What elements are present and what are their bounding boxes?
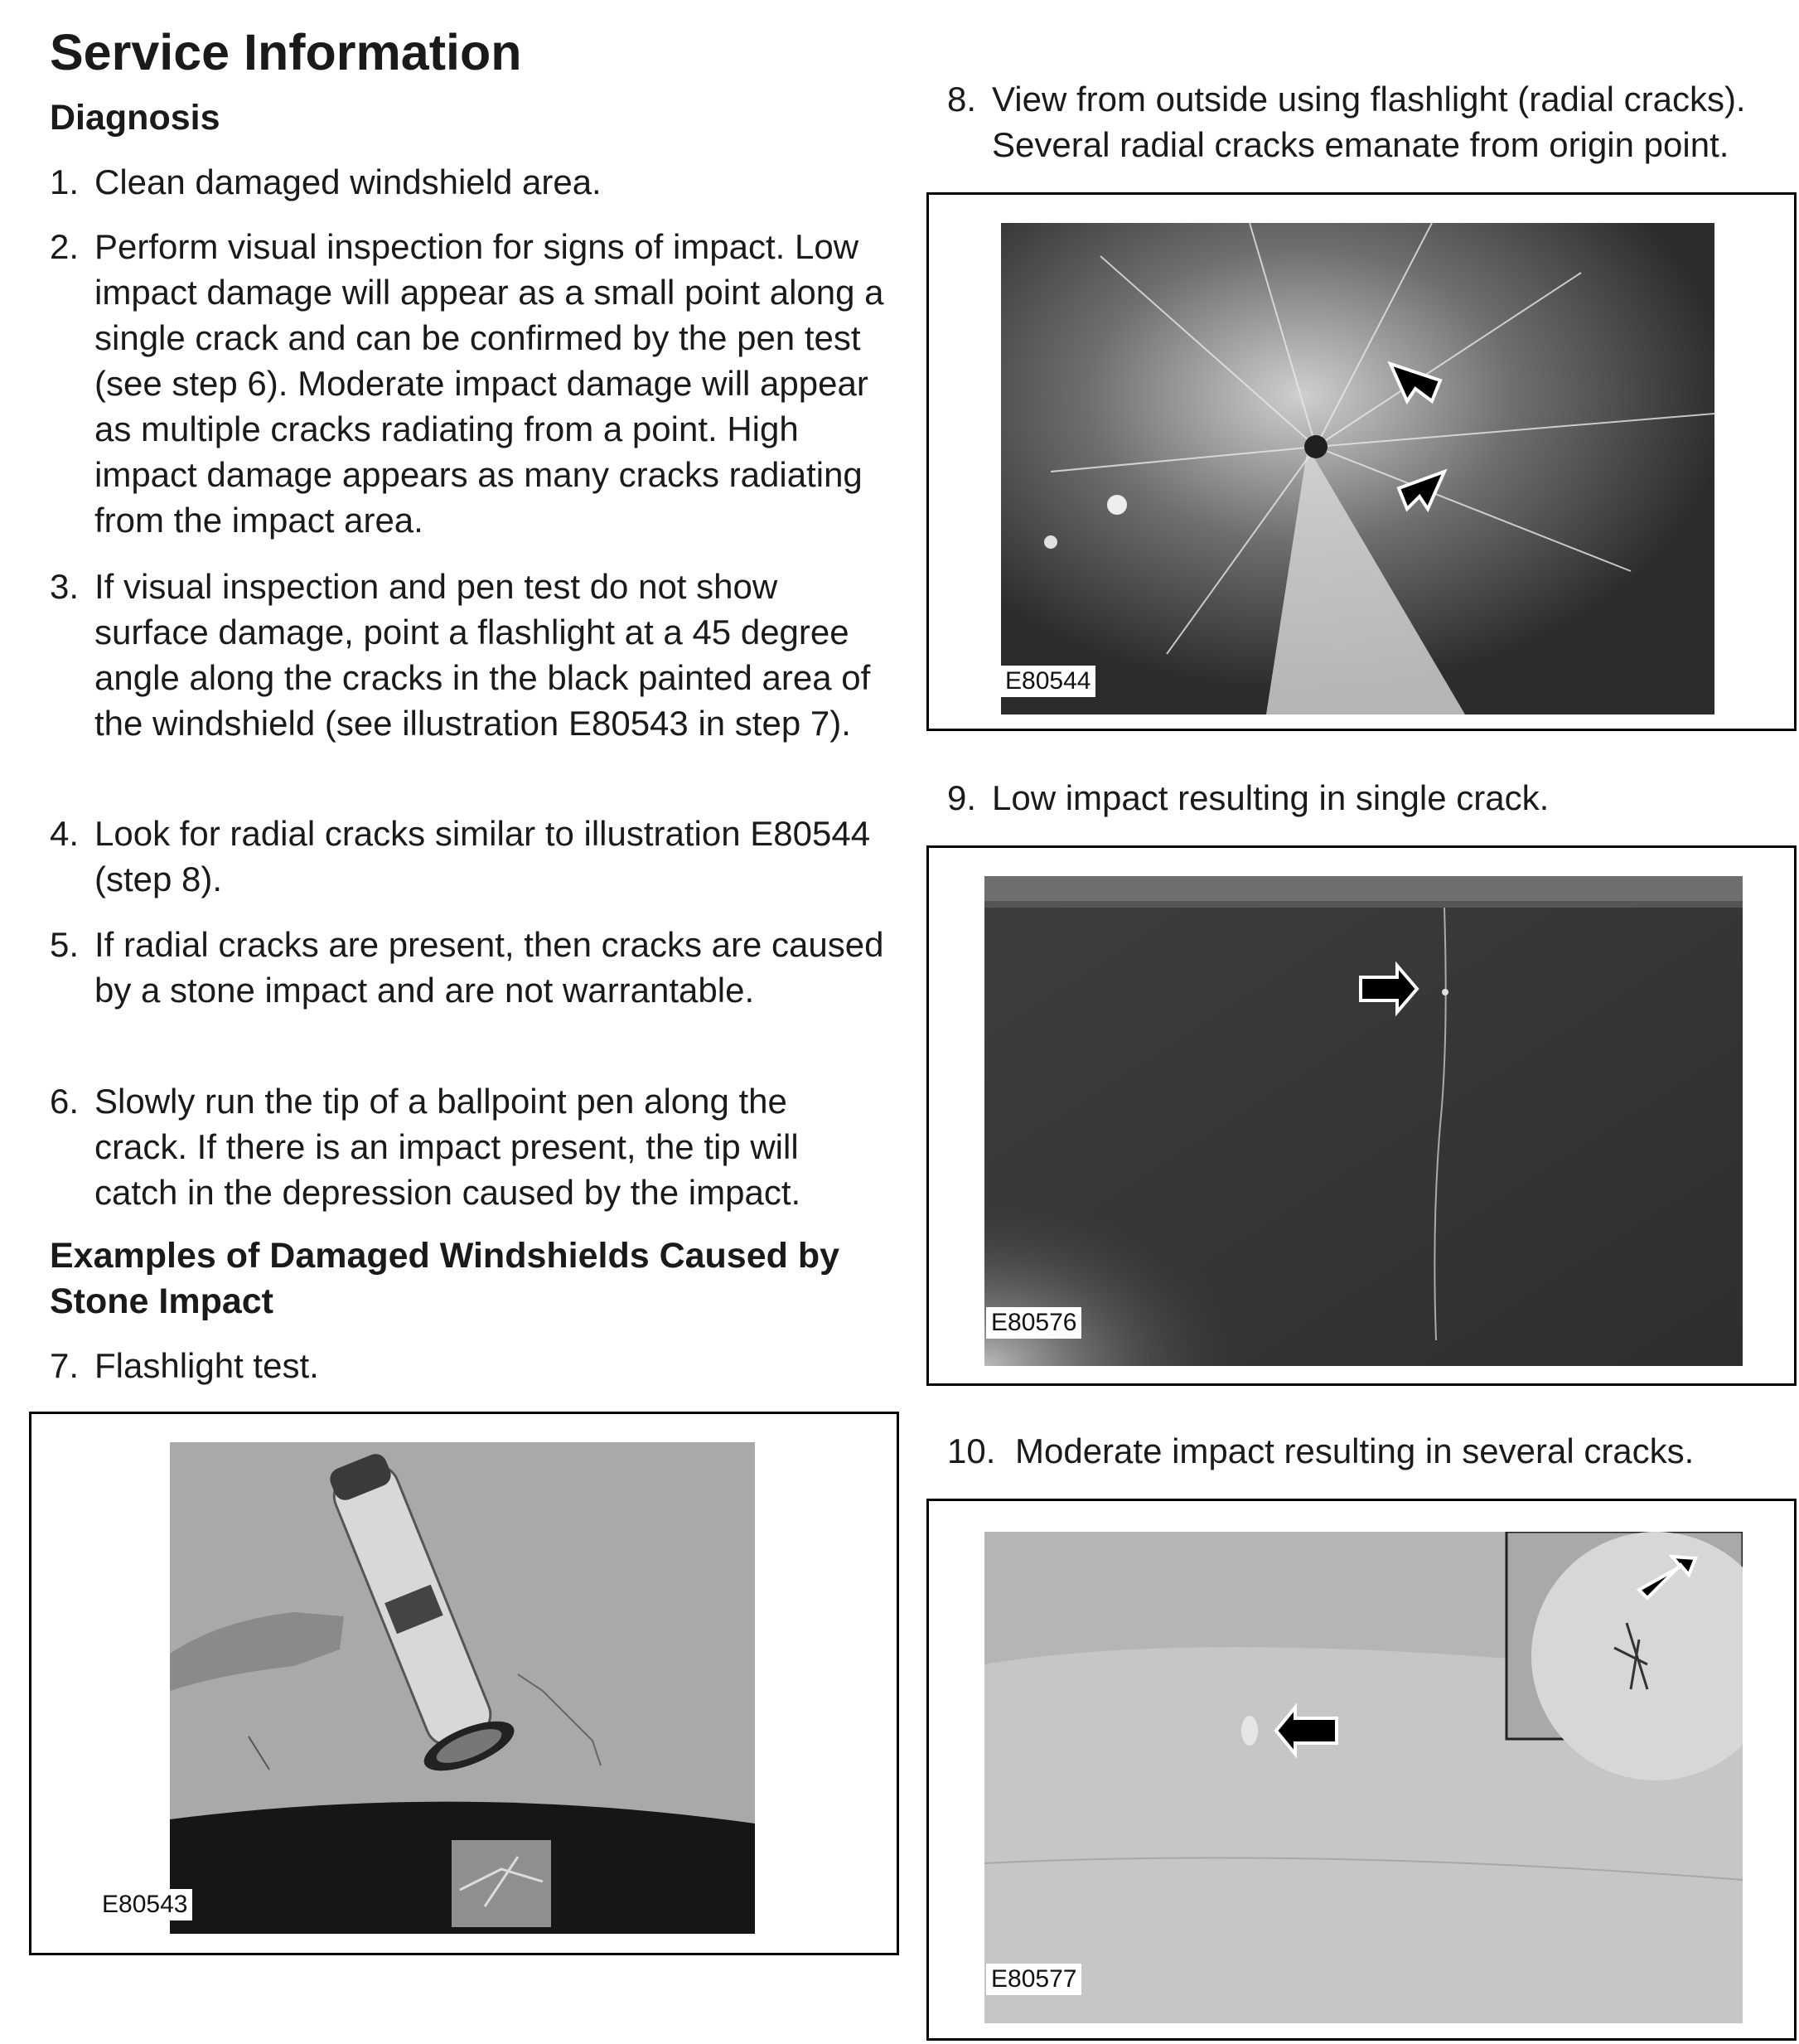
figure-e80543 xyxy=(29,1412,899,1955)
step-5: 5. If radial cracks are present, then cracks are caused by a stone impact and are not warrantable. xyxy=(50,925,884,1010)
step-4: 4. Look for radial cracks similar to illustration E80544 (step 8). xyxy=(50,814,871,898)
step-1: 1. Clean damaged windshield area. xyxy=(50,162,602,201)
figure-label: E80576 xyxy=(986,1307,1081,1339)
figure-e80577 xyxy=(926,1499,1797,2041)
step-10: 10. Moderate impact resulting in several cracks. xyxy=(947,1431,1695,1470)
radial-cracks-photo xyxy=(1001,223,1714,714)
step-7: 7. Flashlight test. xyxy=(50,1346,319,1385)
figure-e80544 xyxy=(926,192,1797,731)
figure-label: E80544 xyxy=(1000,666,1095,697)
examples-heading: Examples of Damaged Windshields Caused by Stone Impact xyxy=(50,1236,840,1321)
single-crack-photo xyxy=(984,876,1743,1366)
step-9: 9. Low impact resulting in single crack. xyxy=(947,778,1550,817)
step-3: 3. If visual inspection and pen test do not show surface damage, point a flashlight at a 45 degree angle along the cracks in the black painted area of the windshield (see illustration E80543 in step 7). xyxy=(50,567,871,743)
diagnosis-heading: Diagnosis xyxy=(50,98,220,138)
step-8: 8. View from outside using flashlight (radial cracks). Several radial cracks emanate from origin point. xyxy=(947,80,1746,164)
several-cracks-photo xyxy=(984,1532,1743,2023)
figure-label: E80543 xyxy=(97,1889,192,1920)
figure-label: E80577 xyxy=(986,1964,1081,1995)
step-6: 6. Slowly run the tip of a ballpoint pen along the crack. If there is an impact present, the tip will catch in the depression caused by the impact. xyxy=(50,1082,801,1212)
page-title: Service Information xyxy=(50,24,522,80)
step-2: 2. Perform visual inspection for signs of impact. Low impact damage will appear as a small point along a single crack and can be confirmed by the pen test (see step 6). Moderate impact damage will appear as multiple cracks radiating from a point. High impact damage appears as many cracks radiating from the impact area. xyxy=(50,227,884,540)
flashlight-photo xyxy=(170,1442,755,1934)
figure-e80576 xyxy=(926,845,1797,1386)
